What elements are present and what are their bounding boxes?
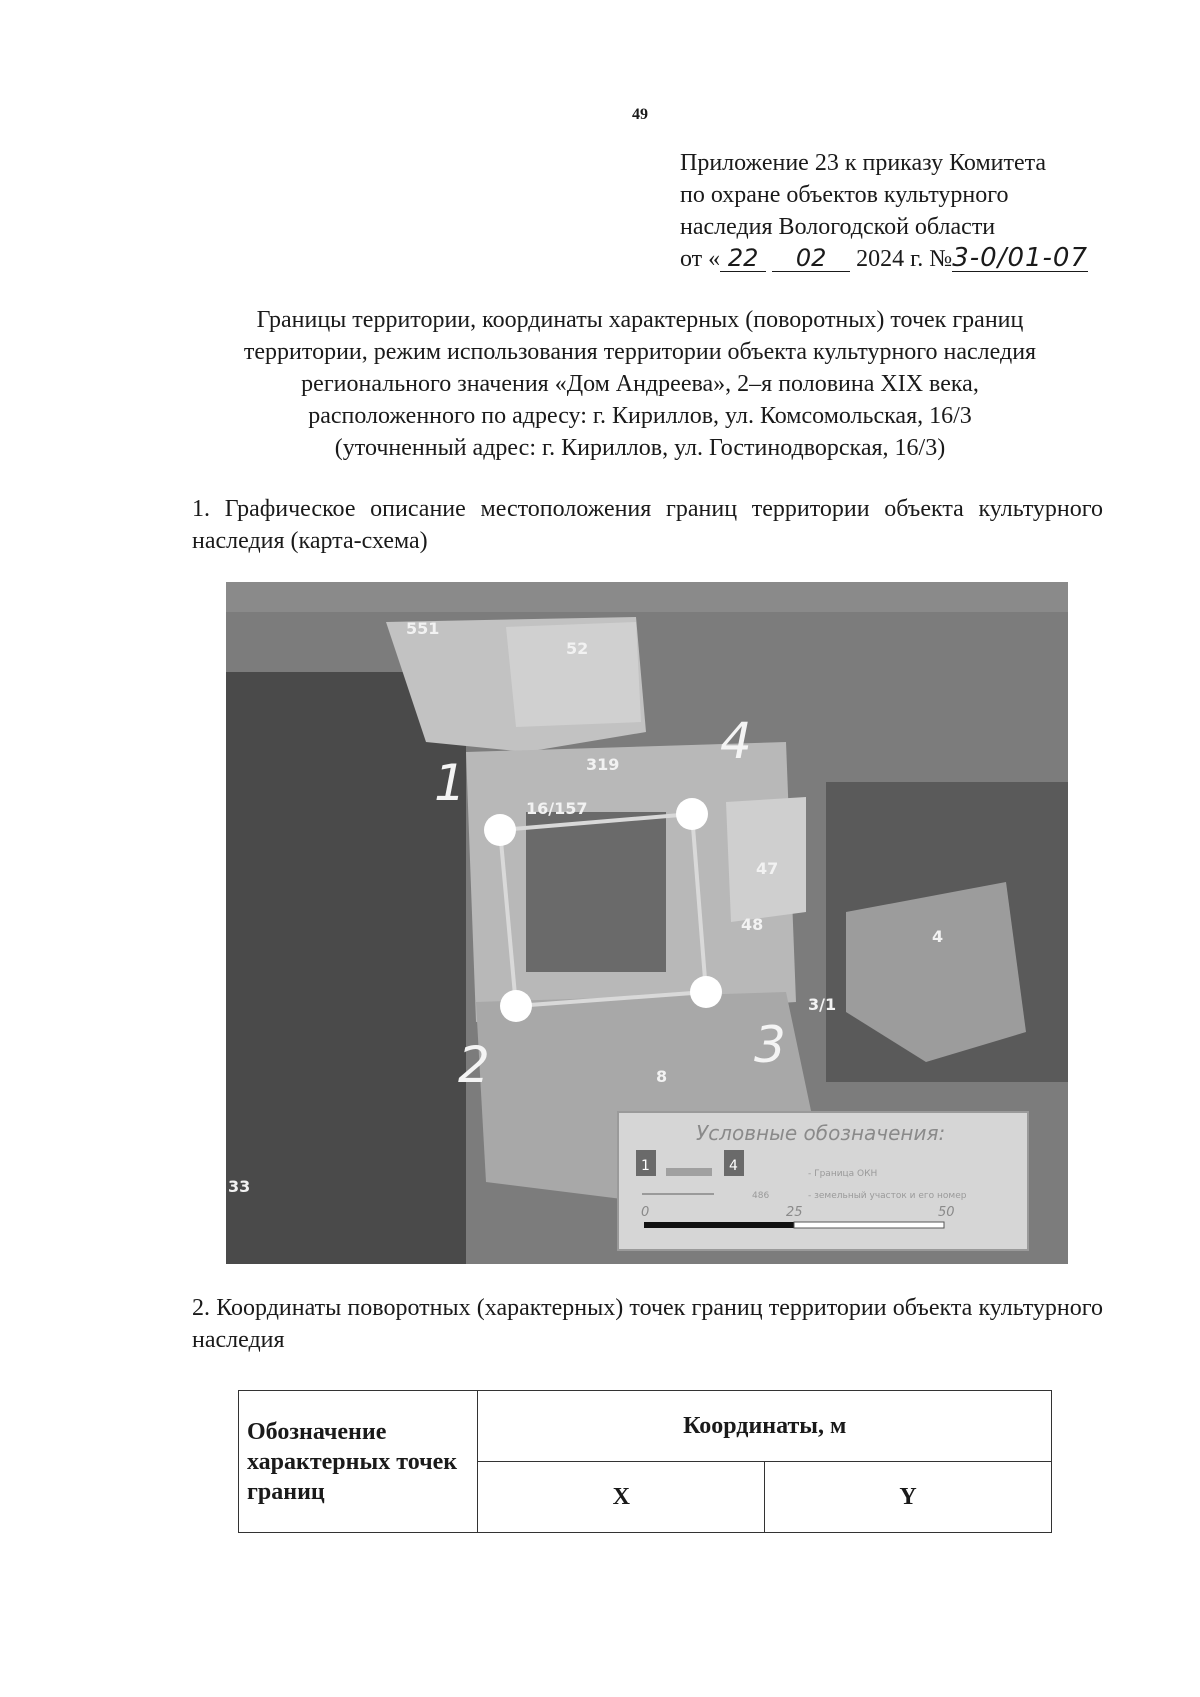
table-header-row-1 [239,1391,1052,1462]
parcel-label-551: 551 [406,619,440,638]
site-map [226,582,1068,1264]
page-number: 49 [632,106,648,123]
legend-title: Условные обозначения: [696,1121,946,1145]
header-points: Обозначение характерных точек границ [239,1391,478,1533]
parcel-label-48: 48 [741,915,764,934]
header-x: X [478,1462,765,1533]
legend-sample-4: 4 [729,1158,738,1174]
point-label-1: 1 [434,754,466,812]
map-dark-area-left [226,672,466,1264]
scale-label-25: 25 [786,1205,803,1220]
appendix-line-1: Приложение 23 к приказу Комитета [680,150,1047,176]
coordinates-table [238,1390,1052,1533]
title-line-5: (уточненный адрес: г. Кириллов, ул. Гостинодворская, 16/3) [334,435,946,461]
document-title [150,304,1130,464]
parcel-label-3-1: 3/1 [808,995,837,1014]
header-y: Y [765,1462,1052,1533]
title-line-3: регионального значения «Дом Андреева», 2–я половина XIX века, [301,371,979,397]
parcel-label-4: 4 [932,927,944,946]
parcel-label-8: 8 [656,1067,668,1086]
boundary-point-4 [676,798,708,830]
map-legend [618,1112,1028,1250]
parcel-label-33: 33 [228,1177,251,1196]
parcel-label-52: 52 [566,639,589,658]
order-number: 3-0/01-07 [952,243,1088,273]
title-line-2: территории, режим использования территории объекта культурного наследия [243,339,1037,365]
appendix-date-line [680,243,1150,275]
point-label-4: 4 [720,712,752,770]
title-line-1: Границы территории, координаты характерных (поворотных) точек границ [256,307,1024,333]
parcel-label-47: 47 [756,859,779,878]
legend-swatch-boundary [666,1168,712,1176]
boundary-point-3 [690,976,722,1008]
scale-bar-white [794,1222,944,1228]
appendix-line-2: по охране объектов культурного [680,182,1009,208]
year-text: 2024 г. № [856,246,953,272]
date-prefix: от « [680,246,721,272]
point-label-2: 2 [458,1036,490,1094]
point-label-3: 3 [754,1016,786,1074]
map-dark-area-top [226,582,1068,612]
legend-parcel-sample: 486 [752,1191,770,1201]
legend-sample-1: 1 [641,1158,650,1174]
date-day: 22 [720,245,766,272]
boundary-point-2 [500,990,532,1022]
title-line-4: расположенного по адресу: г. Кириллов, ул. Комсомольская, 16/3 [308,403,972,429]
parcel-label-319: 319 [586,755,620,774]
scale-bar-black [644,1222,794,1228]
date-month: 02 [772,245,850,272]
boundary-point-1 [484,814,516,846]
map-light-area-building-52 [506,622,641,727]
scale-label-0: 0 [641,1205,650,1220]
scale-label-50: 50 [938,1205,955,1220]
legend-item-parcel: - земельный участок и его номер [808,1191,967,1201]
header-coordinates: Координаты, м [478,1391,1052,1462]
appendix-header [680,147,1150,275]
parcel-label-16-157: 16/157 [526,799,588,818]
section-2-heading: 2. Координаты поворотных (характерных) точек границ территории объекта культурного наследия [192,1295,1103,1353]
map-dark-building [526,812,666,972]
map-graphic [226,582,1068,1264]
legend-item-boundary: - Граница ОКН [808,1169,878,1179]
section-1-heading: 1. Графическое описание местоположения границ территории объекта культурного наследия (карта-схема) [192,496,1103,554]
appendix-line-3: наследия Вологодской области [680,214,996,240]
